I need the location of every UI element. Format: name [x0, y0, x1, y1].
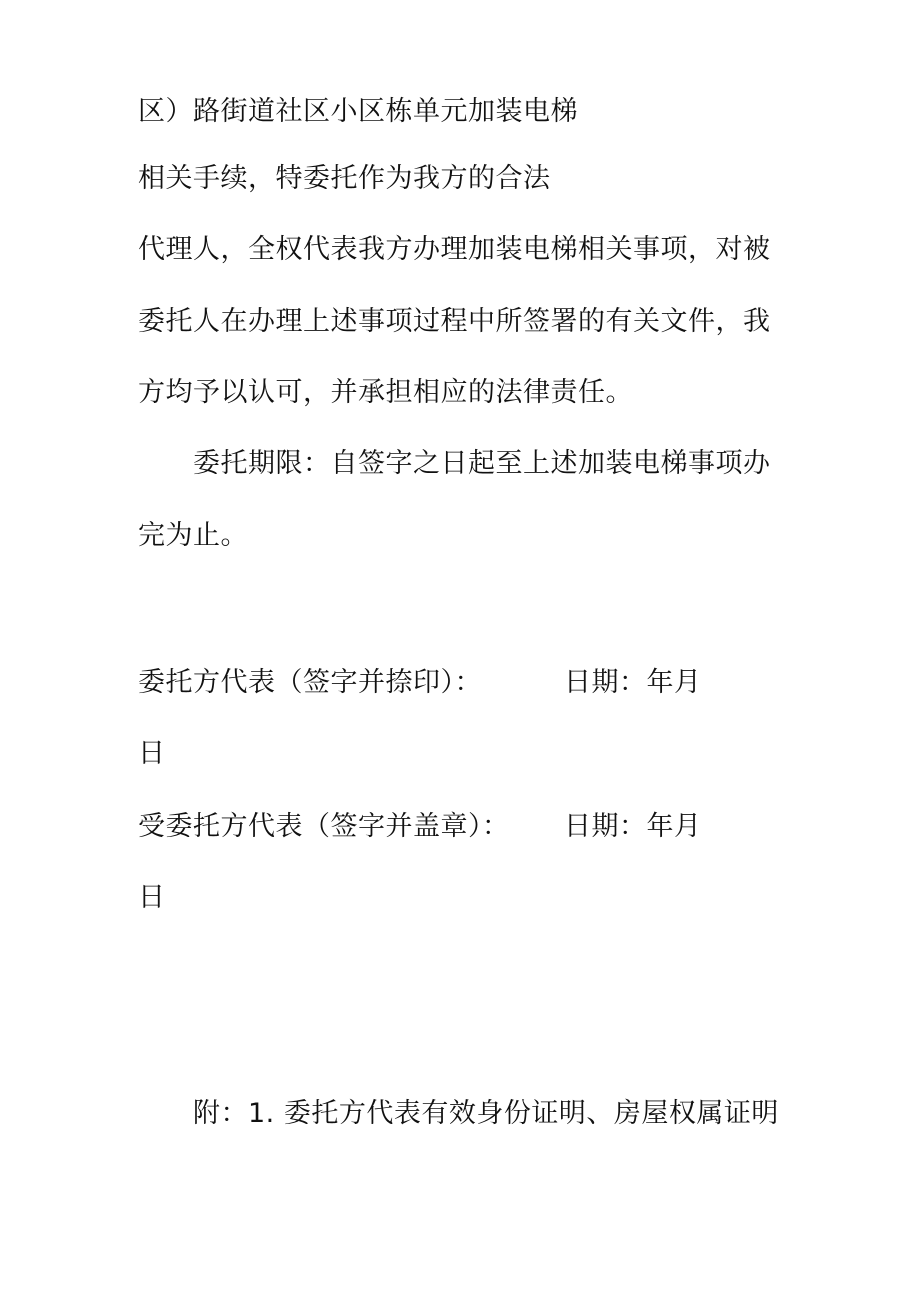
term-line-1: 委托期限：自签字之日起至上述加装电梯事项办 [193, 448, 771, 479]
body-line-4: 委托人在办理上述事项过程中所签署的有关文件，我 [138, 306, 771, 337]
body-line-1: 区）路街道社区小区栋单元加装电梯 [138, 96, 578, 127]
attachment-line-1: 附：1. 委托方代表有效身份证明、房屋权属证明 [193, 1098, 779, 1129]
principal-day-label: 日 [138, 738, 166, 769]
principal-signature-label: 委托方代表（签字并捺印）： [138, 667, 482, 698]
agent-day-label: 日 [138, 882, 166, 913]
body-line-3: 代理人，全权代表我方办理加装电梯相关事项，对被 [138, 234, 771, 265]
principal-date-label: 日期：年月 [564, 667, 702, 698]
agent-date-label: 日期：年月 [564, 811, 702, 842]
body-line-5: 方均予以认可，并承担相应的法律责任。 [138, 377, 633, 408]
term-line-2: 完为止。 [138, 520, 248, 551]
agent-signature-label: 受委托方代表（签字并盖章）： [138, 811, 510, 842]
body-line-2: 相关手续，特委托作为我方的合法 [138, 163, 551, 194]
